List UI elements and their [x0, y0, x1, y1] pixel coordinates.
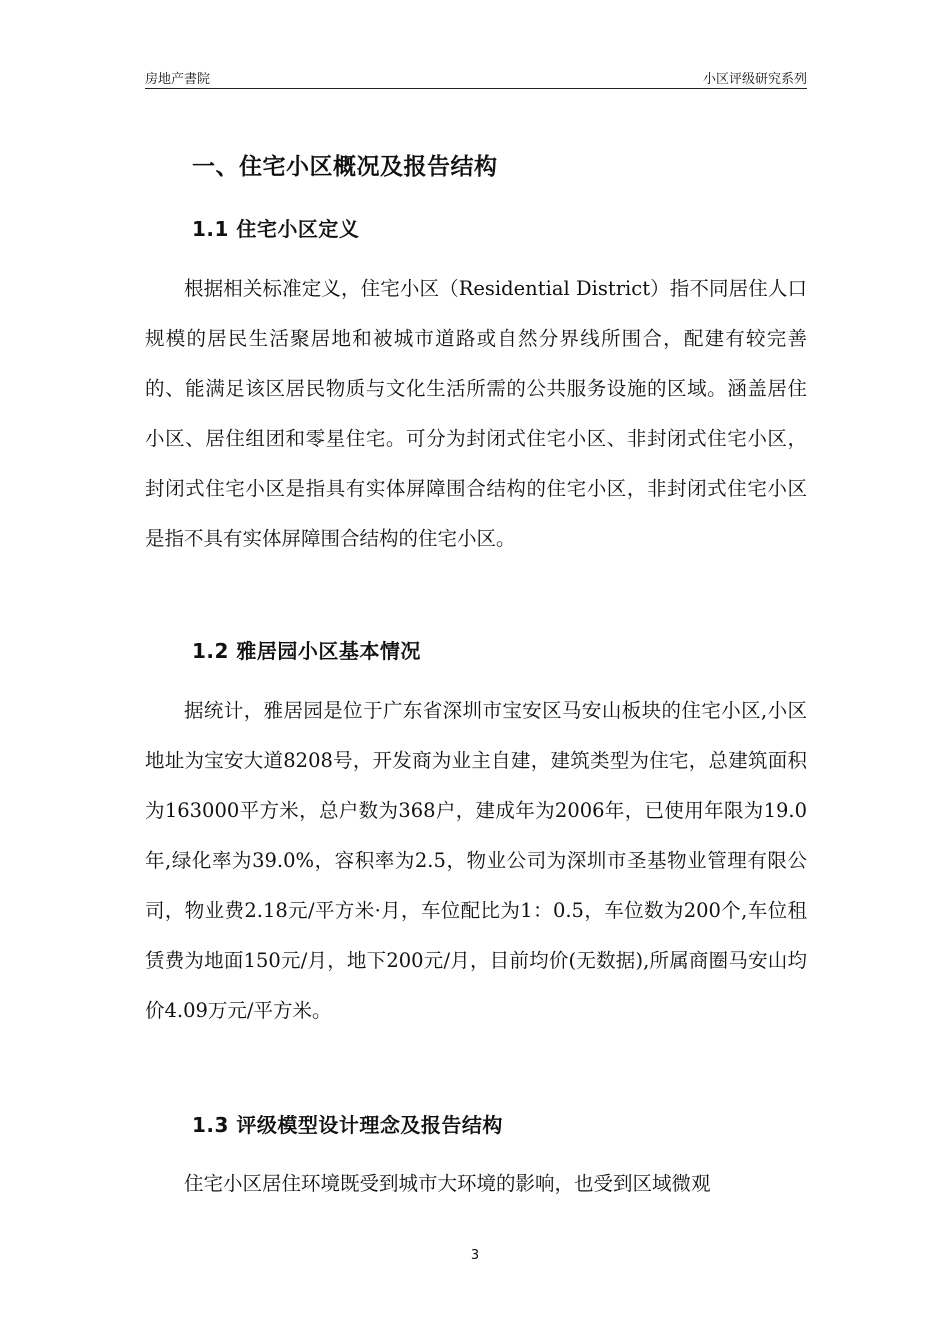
heading-1-3: 1.3 评级模型设计理念及报告结构 [192, 1113, 503, 1137]
paragraph-1-2: 据统计，雅居园是位于广东省深圳市宝安区马安山板块的住宅小区,小区地址为宝安大道8208号，开发商为业主自建，建筑类型为住宅，总建筑面积为163000平方米，总户数为368户，建成年为2006年，已使用年限为19.0年,绿化率为39.0%，容积率为2.5，物业公司为深圳市圣基物业管理有限公司，物业费2.18元/平方米·月，车位配比为1：0.5，车位数为200个,车位租赁费为地面150元/月，地下200元/月，目前均价(无数据),所属商圈马安山均价4.09万元/平方米。 [145, 699, 807, 1022]
section-title: 一、住宅小区概况及报告结构 [192, 154, 498, 180]
header-publisher: 房地产書院 [145, 72, 211, 87]
heading-1-1: 1.1 住宅小区定义 [192, 217, 360, 241]
paragraph-1-1: 根据相关标准定义，住宅小区（Residential District）指不同居住人口规模的居民生活聚居地和被城市道路或自然分界线所围合，配建有较完善的、能满足该区居民物质与文化生活所需的公共服务设施的区域。涵盖居住小区、居住组团和零星住宅。可分为封闭式住宅小区、非封闭式住宅小区，封闭式住宅小区是指具有实体屏障围合结构的住宅小区，非封闭式住宅小区是指不具有实体屏障围合结构的住宅小区。 [145, 277, 807, 550]
page-header [145, 66, 807, 89]
header-series-title: 小区评级研究系列 [702, 72, 807, 87]
paragraph-1-3: 住宅小区居住环境既受到城市大环境的影响，也受到区域微观 [184, 1172, 711, 1195]
page-number: 3 [470, 1248, 480, 1263]
heading-1-2: 1.2 雅居园小区基本情况 [192, 639, 421, 663]
